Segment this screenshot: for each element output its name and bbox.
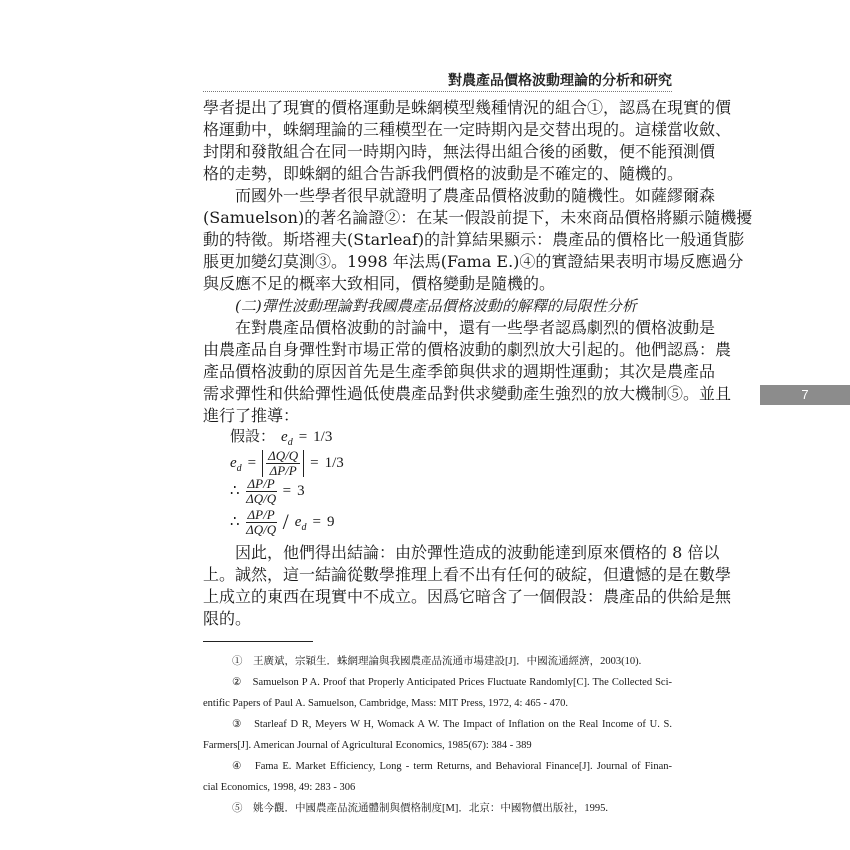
text-line: 學者提出了現實的價格運動是蛛網模型幾種情況的組合①，認爲在現實的價	[203, 98, 732, 117]
text-line: 動的特徵。斯塔裡夫(Starleaf)的計算結果顯示：農產品的價格比一般通貨膨	[203, 230, 745, 249]
symbol: e	[281, 429, 288, 445]
equation-ratio	[230, 475, 305, 506]
footnote-4-cont: cial Economics, 1998, 49: 283 - 306	[203, 782, 356, 793]
subscript: d	[287, 437, 293, 448]
equals: =	[310, 455, 319, 471]
text-line: 而國外一些學者很早就證明了農產品價格波動的隨機性。如薩繆爾森	[235, 186, 716, 205]
footnote-3-cont: Farmers[J]. American Journal of Agricultural Economics, 1985(67): 384 - 389	[203, 740, 532, 751]
footnote-rule	[203, 641, 313, 642]
footnote-4: ④ Fama E. Market Efficiency, Long - term Returns, and Behavioral Finance[J]. Journal of Finan-	[232, 761, 672, 772]
text-line: 在對農產品價格波動的討論中，還有一些學者認爲劇烈的價格波動是	[235, 318, 716, 337]
section-heading: (二)彈性波動理論對我國農產品價格波動的解釋的局限性分析	[235, 297, 637, 315]
text-line: 封閉和發散組合在同一時期內時，無法得出組合後的函數，便不能預測價	[203, 142, 716, 161]
equation-result	[230, 506, 335, 537]
value: 1/3	[313, 429, 333, 445]
subscript: d	[301, 522, 307, 533]
denominator: ΔQ/Q	[246, 490, 277, 506]
fraction	[266, 447, 300, 478]
footnote-5: ⑤ 姚今觀．中國農產品流通體制與價格制度[M]．北京：中國物價出版社，1995.	[232, 803, 608, 814]
text-line: 上。誠然，這一結論從數學推理上看不出有任何的破綻，但遺憾的是在數學	[203, 565, 732, 584]
text-line: 因此，他們得出結論：由於彈性造成的波動能達到原來價格的 8 倍以	[235, 543, 720, 562]
subscript: d	[236, 463, 242, 474]
running-header: 對農產品價格波動理論的分析和研究	[448, 73, 672, 89]
equals: =	[247, 455, 257, 471]
division-slash: /	[282, 509, 289, 534]
text-line: 產品價格波動的原因首先是生產季節與供求的週期性運動；其次是農產品	[203, 362, 716, 381]
value: 3	[297, 483, 305, 499]
text-line: 格的走勢，即蛛網的組合告訴我們價格的波動是不確定的、隨機的。	[203, 164, 684, 183]
text-line: 與反應不足的概率大致相同，價格變動是隨機的。	[203, 274, 556, 293]
equation-assumption	[230, 428, 332, 446]
text-line: 脹更加變幻莫測③。1998 年法馬(Fama E.)④的實證結果表明市場反應過分	[203, 252, 744, 271]
symbol: e	[230, 455, 237, 471]
therefore-symbol: ∴	[230, 483, 240, 499]
footnote-2: ② Samuelson P A. Proof that Properly Anticipated Prices Fluctuate Randomly[C]. The Collected Sci-	[232, 677, 672, 688]
numerator: ΔQ/Q	[268, 447, 299, 463]
equals: =	[282, 483, 292, 499]
equals: =	[298, 429, 308, 445]
footnote-3: ③ Starleaf D R, Meyers W H, Womack A W. The Impact of Inflation on the Real Income of U. S.	[232, 719, 672, 730]
numerator: ΔP/P	[247, 475, 275, 491]
text-line: 上成立的東西在現實中不成立。因爲它暗含了一個假設：農產品的供給是無	[203, 587, 732, 606]
label: 假設：	[230, 429, 276, 445]
denominator: ΔP/P	[269, 462, 297, 478]
fraction	[246, 506, 277, 537]
equation-elasticity	[230, 447, 344, 478]
text-line: (Samuelson)的著名論證②：在某一假設前提下，未來商品價格將顯示隨機擾	[203, 208, 753, 227]
text-line: 由農產品自身彈性對市場正常的價格波動的劇烈放大引起的。他們認爲：農	[203, 340, 732, 359]
text-line: 進行了推導：	[203, 406, 300, 425]
numerator: ΔP/P	[247, 506, 275, 522]
fraction	[246, 475, 277, 506]
text-line: 格運動中，蛛網理論的三種模型在一定時期內是交替出現的。這樣當收斂、	[203, 120, 732, 139]
value: 1/3	[324, 455, 344, 471]
header-divider	[203, 91, 672, 92]
equals: =	[312, 514, 321, 530]
symbol: e	[294, 514, 302, 530]
text-line: 限的。	[203, 609, 252, 628]
text-line: 需求彈性和供給彈性過低使農產品對供求變動產生強烈的放大機制⑤。並且	[203, 384, 732, 403]
footnote-2-cont: entific Papers of Paul A. Samuelson, Cambridge, Mass: MIT Press, 1972, 4: 465 - 470.	[203, 698, 568, 709]
page-number-tab: 7	[760, 385, 850, 405]
therefore-symbol: ∴	[230, 514, 240, 530]
absolute-value	[262, 447, 304, 478]
value: 9	[326, 514, 335, 530]
denominator: ΔQ/Q	[246, 521, 277, 537]
footnote-1: ① 王廣斌，宗穎生．蛛網理論與我國農產品流通市場建設[J]．中國流通經濟，2003(10).	[232, 656, 642, 667]
